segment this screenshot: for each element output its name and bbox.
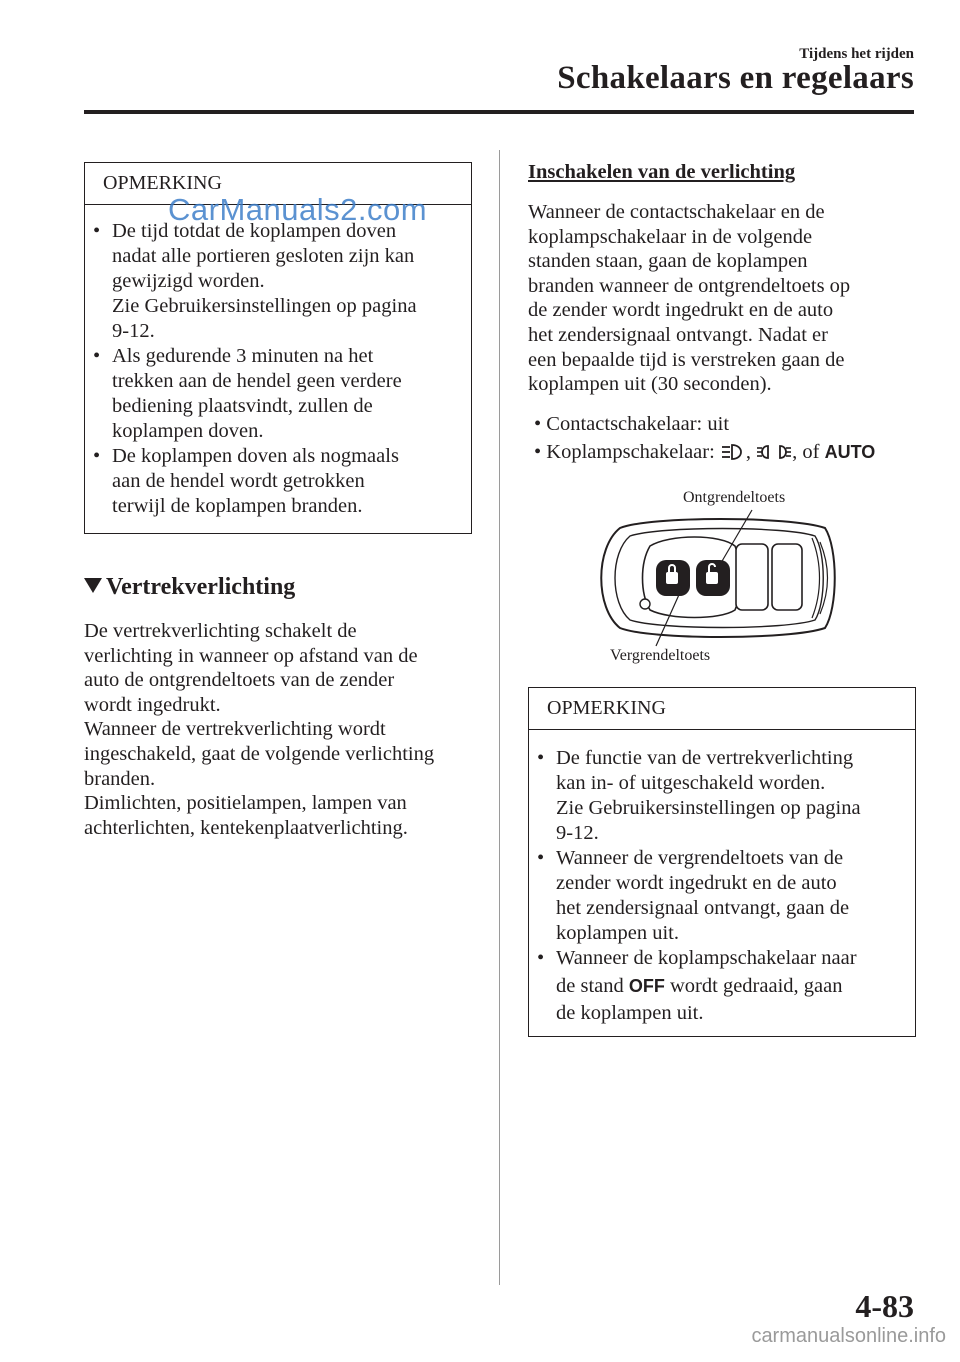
column-divider <box>499 150 500 1285</box>
note-box-2 <box>528 687 916 1037</box>
bullet: • <box>93 445 101 467</box>
paragraph-line: De vertrekverlichting schakelt de <box>84 620 357 642</box>
triangle-marker-icon <box>84 578 102 593</box>
header-rule <box>84 110 914 114</box>
note-line: koplampen doven. <box>112 420 264 442</box>
list-item: • Contactschakelaar: uit <box>534 413 730 435</box>
note-line <box>556 971 915 1001</box>
note-list <box>85 219 471 519</box>
note-line: De koplampen doven als nogmaals <box>112 445 399 467</box>
sub-heading: Inschakelen van de verlichting <box>528 161 796 183</box>
paragraph-line: de zender wordt ingedrukt en de auto <box>528 299 834 322</box>
note-text: wordt gedraaid, gaan <box>664 975 843 997</box>
chapter-title: Schakelaars en regelaars <box>557 60 914 96</box>
watermark: CarManuals2.com <box>168 192 428 227</box>
label-unlock-button: Ontgrendeltoets <box>683 489 786 506</box>
bullet: • <box>537 847 545 869</box>
section-title <box>84 574 295 601</box>
note-line: de koplampen uit. <box>556 1002 704 1024</box>
section-paragraph <box>84 619 434 840</box>
list-item <box>534 438 875 466</box>
note-text: de stand <box>556 975 629 997</box>
footer-watermark: carmanualsonline.info <box>751 1325 946 1347</box>
paragraph-line: Wanneer de vertrekverlichting wordt <box>84 718 386 741</box>
note-line: terwijl de koplampen branden. <box>112 495 363 517</box>
note-line: bediening plaatsvindt, zullen de <box>112 395 373 417</box>
note-line: trekken aan de hendel geen verdere <box>112 370 402 392</box>
list-item-text: • Koplampschakelaar: <box>534 441 720 463</box>
list-item <box>529 746 915 846</box>
note-line: aan de hendel wordt getrokken <box>112 470 365 492</box>
chapter-subtitle: Tijdens het rijden <box>799 46 914 62</box>
paragraph-line: het zendersignaal ontvangt. Nadat er <box>528 323 828 346</box>
note-line: Wanneer de koplampschakelaar naar <box>556 947 857 969</box>
paragraph-line: branden. <box>84 767 156 790</box>
paragraph-line: Wanneer de contactschakelaar en de <box>528 201 825 223</box>
paragraph-line: achterlichten, kentekenplaatverlichting. <box>84 816 408 839</box>
note-line: kan in- of uitgeschakeld worden. <box>556 772 826 794</box>
paragraph-line: koplampschakelaar in de volgende <box>528 225 813 248</box>
note-line: Zie Gebruikersinstellingen op pagina <box>112 295 417 317</box>
paragraph-line: wordt ingedrukt. <box>84 693 221 716</box>
parking-light-icon <box>756 442 792 462</box>
note-line: het zendersignaal ontvangt, gaan de <box>556 897 850 919</box>
list-item <box>529 846 915 946</box>
paragraph-line: Dimlichten, positielampen, lampen van <box>84 792 407 815</box>
note-line: koplampen uit. <box>556 922 679 944</box>
paragraph-line: verlichting in wanneer op afstand van de <box>84 644 418 667</box>
page-number: 4-83 <box>855 1288 914 1324</box>
bullet: • <box>537 747 545 769</box>
separator-text: , of <box>792 441 825 463</box>
note-line: 9-12. <box>556 822 599 844</box>
section-title-text: Vertrekverlichting <box>106 574 296 600</box>
paragraph-line: ingeschakeld, gaat de volgende verlichting <box>84 742 435 765</box>
right-paragraph <box>528 200 850 397</box>
bullet: • <box>537 947 545 969</box>
bullet: • <box>93 345 101 367</box>
label-lock-button: Vergrendeltoets <box>610 647 711 664</box>
note-line: gewijzigd worden. <box>112 270 265 292</box>
list-item <box>85 344 471 444</box>
note-line: 9-12. <box>112 320 155 342</box>
switch-position-list <box>534 410 875 466</box>
list-item <box>529 946 915 1026</box>
headlight-icon <box>720 442 746 462</box>
paragraph-line: branden wanneer de ontgrendeltoets op <box>528 274 851 297</box>
note-line: De tijd totdat de koplampen doven <box>112 220 397 242</box>
list-item <box>85 219 471 344</box>
paragraph-line: een bepaalde tijd is verstreken gaan de <box>528 348 845 371</box>
auto-symbol: AUTO <box>824 442 876 462</box>
paragraph-line: standen staan, gaan de koplampen <box>528 250 808 273</box>
note-line: nadat alle portieren gesloten zijn kan <box>112 245 415 267</box>
note-line: zender wordt ingedrukt en de auto <box>556 872 837 894</box>
paragraph-line: koplampen uit (30 seconden). <box>528 373 772 396</box>
note-line: Wanneer de vergrendeltoets van de <box>556 847 844 869</box>
separator-text: , <box>745 441 752 463</box>
note-line: Zie Gebruikersinstellingen op pagina <box>556 797 861 819</box>
paragraph-line: auto de ontgrendeltoets van de zender <box>84 669 395 692</box>
list-item <box>85 444 471 519</box>
key-fob-illustration <box>590 508 850 656</box>
note-title: OPMERKING <box>529 688 915 730</box>
note-line: De functie van de vertrekverlichting <box>556 747 854 769</box>
note-title: OPMERKING <box>85 163 471 205</box>
off-symbol: OFF <box>628 976 665 996</box>
bullet: • <box>93 220 101 242</box>
note-line: Als gedurende 3 minuten na het <box>112 345 374 367</box>
note-list <box>529 746 915 1026</box>
